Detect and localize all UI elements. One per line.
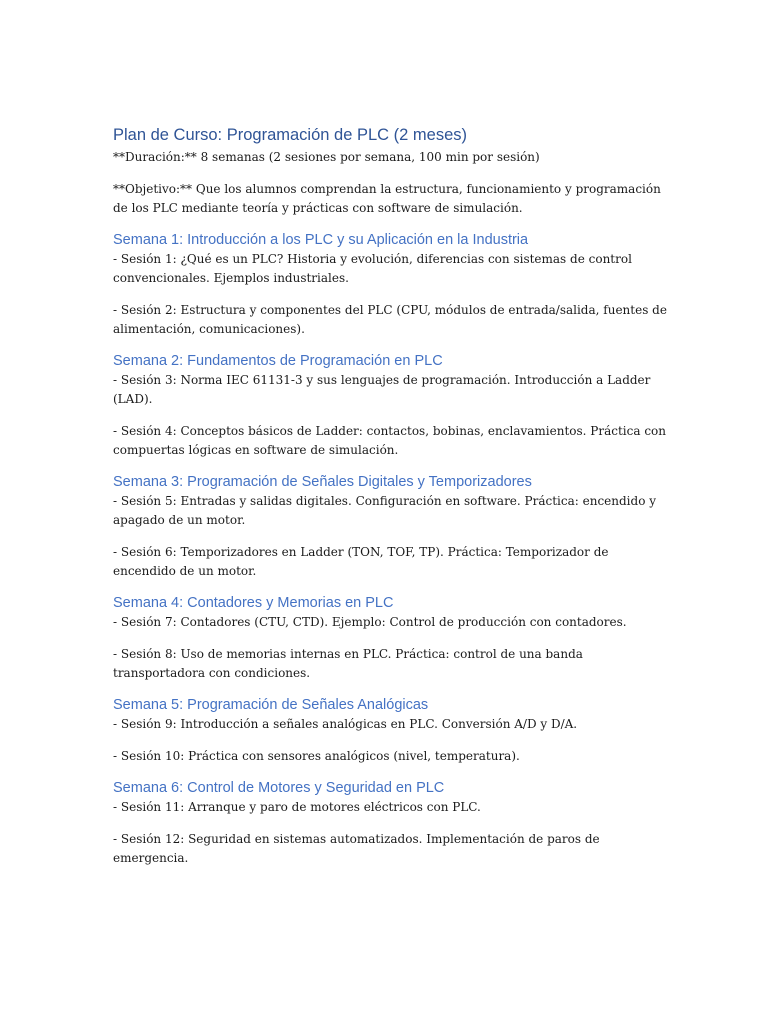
week-heading: Semana 1: Introducción a los PLC y su Aplicación en la Industria bbox=[113, 232, 529, 248]
session-item: - Sesión 10: Práctica con sensores analógicos (nivel, temperatura). bbox=[113, 749, 520, 763]
week-heading: Semana 4: Contadores y Memorias en PLC bbox=[113, 595, 394, 611]
week-section-4 bbox=[113, 593, 673, 683]
document-page bbox=[113, 123, 673, 868]
session-item: - Sesión 9: Introducción a señales analógicas en PLC. Conversión A/D y D/A. bbox=[113, 717, 578, 731]
session-item: - Sesión 11: Arranque y paro de motores eléctricos con PLC. bbox=[113, 800, 481, 814]
week-section-5 bbox=[113, 695, 673, 766]
week-section-1 bbox=[113, 230, 673, 339]
week-heading: Semana 5: Programación de Señales Analógicas bbox=[113, 697, 429, 713]
week-heading: Semana 2: Fundamentos de Programación en PLC bbox=[113, 353, 443, 369]
session-item: - Sesión 12: Seguridad en sistemas automatizados. Implementación de paros de emergencia. bbox=[113, 832, 600, 865]
objective-paragraph: **Objetivo:** Que los alumnos comprendan la estructura, funcionamiento y programación de los PLC mediante teoría y prácticas con software de simulación. bbox=[113, 182, 661, 215]
session-item: - Sesión 2: Estructura y componentes del PLC (CPU, módulos de entrada/salida, fuentes de alimentación, comunicaciones). bbox=[113, 303, 667, 336]
session-item: - Sesión 1: ¿Qué es un PLC? Historia y evolución, diferencias con sistemas de control convencionales. Ejemplos industriales. bbox=[113, 252, 632, 285]
week-section-6 bbox=[113, 778, 673, 868]
week-heading: Semana 3: Programación de Señales Digitales y Temporizadores bbox=[113, 474, 532, 490]
session-item: - Sesión 5: Entradas y salidas digitales. Configuración en software. Práctica: encendido y apagado de un motor. bbox=[113, 494, 657, 527]
session-item: - Sesión 4: Conceptos básicos de Ladder: contactos, bobinas, enclavamientos. Práctica con compuertas lógicas en software de simulación. bbox=[113, 424, 667, 457]
week-section-3 bbox=[113, 472, 673, 581]
week-section-2 bbox=[113, 351, 673, 460]
duration-paragraph: **Duración:** 8 semanas (2 sesiones por semana, 100 min por sesión) bbox=[113, 150, 540, 164]
session-item: - Sesión 3: Norma IEC 61131-3 y sus lenguajes de programación. Introducción a Ladder (LAD). bbox=[113, 373, 651, 406]
session-item: - Sesión 7: Contadores (CTU, CTD). Ejemplo: Control de producción con contadores. bbox=[113, 615, 627, 629]
page-title: Plan de Curso: Programación de PLC (2 meses) bbox=[113, 126, 467, 144]
session-item: - Sesión 6: Temporizadores en Ladder (TON, TOF, TP). Práctica: Temporizador de encendido de un motor. bbox=[113, 545, 609, 578]
session-item: - Sesión 8: Uso de memorias internas en PLC. Práctica: control de una banda transportadora con condiciones. bbox=[113, 647, 583, 680]
week-heading: Semana 6: Control de Motores y Seguridad en PLC bbox=[113, 780, 445, 796]
